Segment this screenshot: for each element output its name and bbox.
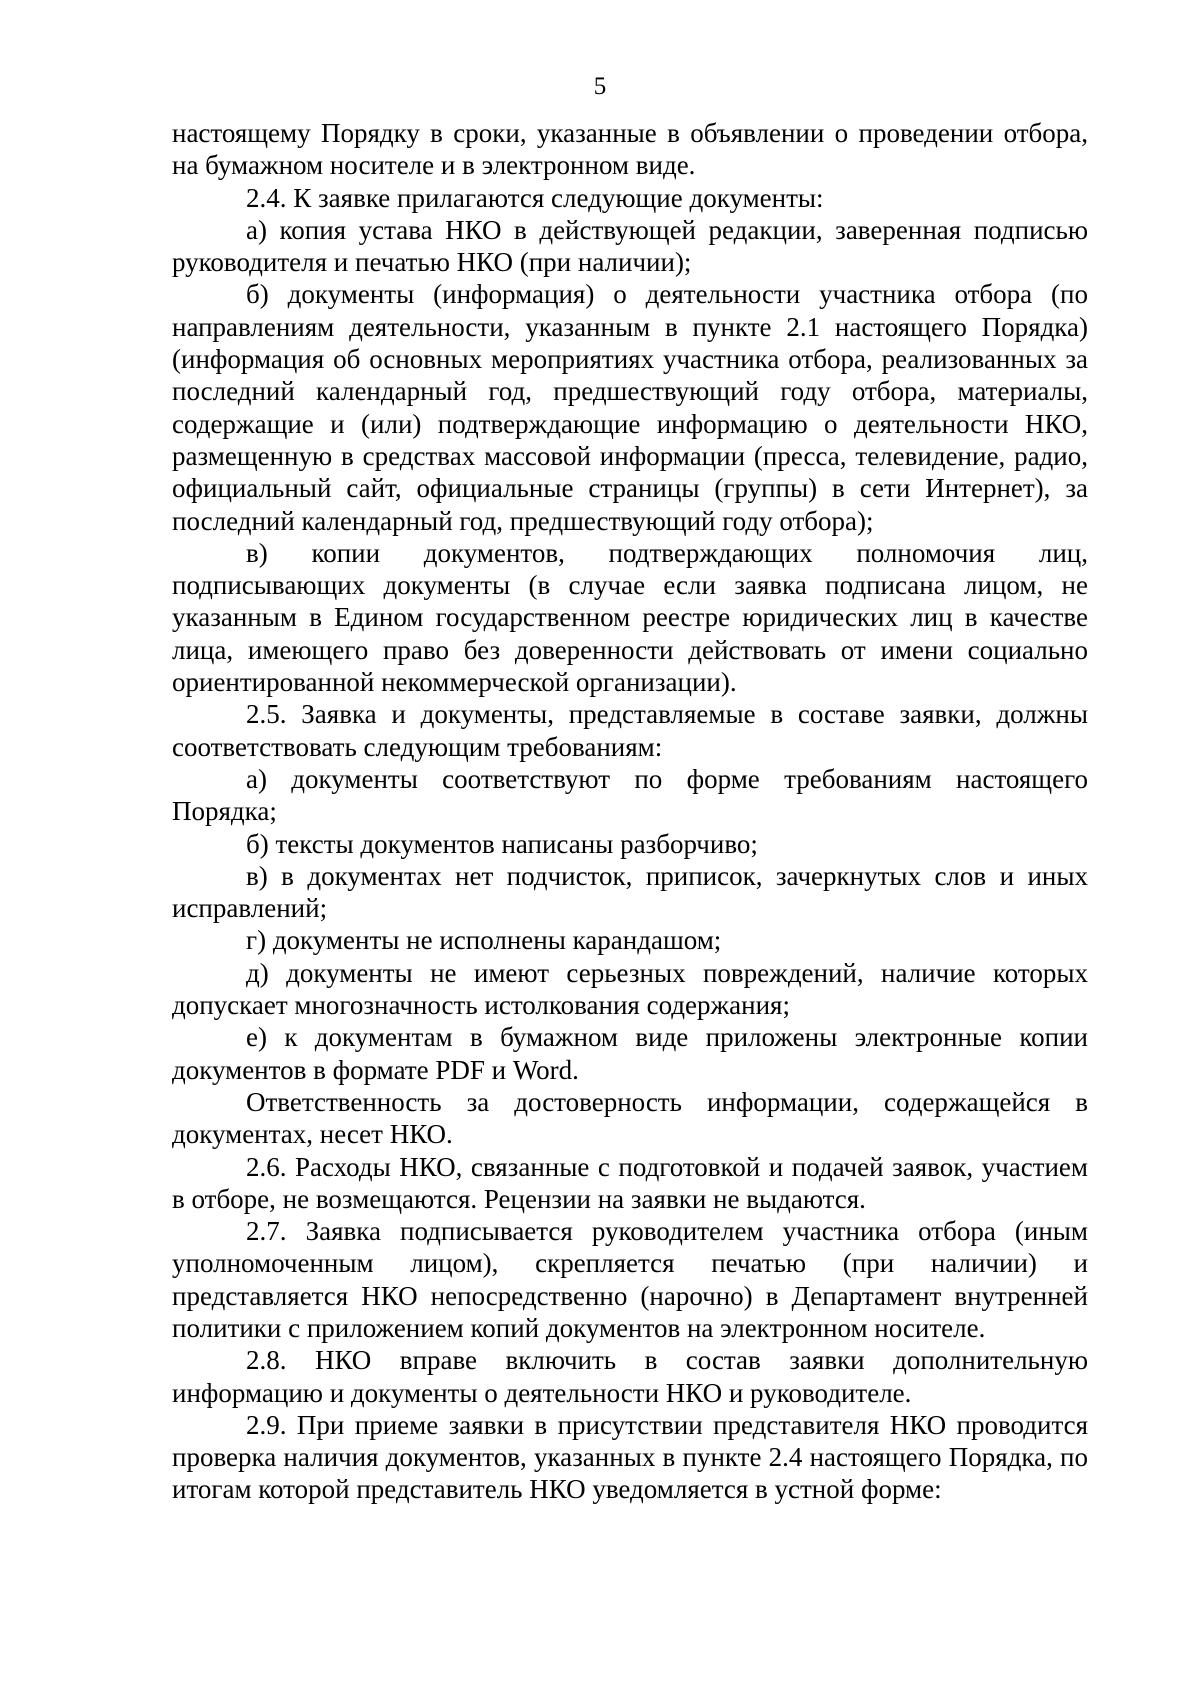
paragraph-2-4-b: б) документы (информация) о деятельности участника отбора (по направлениям деятельности, указанным в пункте 2.1 настоящего Порядка) (информация об основных мероприятиях участника отбора, реализованных за последний календарный год, предшествующий году отбора, материалы, содержащие и (или) подтверждающие информацию о деятельности НКО, размещенную в средствах массовой информации (пресса, телевидение, радио, официальный сайт, официальные страницы (группы) в сети Интернет), за последний календарный год, предшествующий году отбора); xyxy=(172,279,1088,536)
paragraph-2-8: 2.8. НКО вправе включить в состав заявки дополнительную информацию и документы о деятельности НКО и руководителе. xyxy=(172,1345,1088,1408)
paragraph-2-5-d: д) документы не имеют серьезных повреждений, наличие которых допускает многозначность истолкования содержания; xyxy=(172,957,1088,1021)
paragraph-2-4: 2.4. К заявке прилагаются следующие документы: xyxy=(246,182,824,213)
paragraph-2-4-v: в) копии документов, подтверждающих полномочия лиц, подписывающих документы (в случае если заявка подписана лицом, не указанным в Едином государственном реестре юридических лиц в качестве лица, имеющего право без доверенности действовать от имени социально ориентированной некоммерческой организации). xyxy=(172,537,1088,698)
paragraph-2-5-v: в) в документах нет подчисток, приписок, зачеркнутых слов и иных исправлений; xyxy=(172,860,1088,924)
page-number: 5 xyxy=(593,73,607,100)
paragraph-2-7: 2.7. Заявка подписывается руководителем участника отбора (иным уполномоченным лицом), скрепляется печатью (при наличии) и представляется НКО непосредственно (нарочно) в Департамент внутренней политики с приложением копий документов на электронном носителе. xyxy=(172,1216,1088,1343)
paragraph-2-5-a: а) документы соответствуют по форме требованиям настоящего Порядка; xyxy=(172,763,1088,827)
paragraph-2-4-a: а) копия устава НКО в действующей редакции, заверенная подписью руководителя и печатью НКО (при наличии); xyxy=(172,214,1088,278)
paragraph-2-6: 2.6. Расходы НКО, связанные с подготовкой и подачей заявок, участием в отборе, не возмещаются. Рецензии на заявки не выдаются. xyxy=(172,1151,1088,1214)
paragraph-responsibility: Ответственность за достоверность информации, содержащейся в документах, несет НКО. xyxy=(172,1086,1088,1150)
paragraph-2-5-e: е) к документам в бумажном виде приложены электронные копии документов в формате PDF и Word. xyxy=(172,1022,1088,1085)
paragraph-2-5: 2.5. Заявка и документы, представляемые в составе заявки, должны соответствовать следующим требованиям: xyxy=(172,699,1088,762)
document-body xyxy=(172,117,1088,1506)
paragraph-continuation: настоящему Порядку в сроки, указанные в объявлении о проведении отбора, на бумажном носителе и в электронном виде. xyxy=(172,118,1088,181)
paragraph-2-5-g: г) документы не исполнены карандашом; xyxy=(246,925,722,956)
paragraph-2-5-b: б) тексты документов написаны разборчиво; xyxy=(246,828,758,859)
paragraph-2-9: 2.9. При приеме заявки в присутствии представителя НКО проводится проверка наличия документов, указанных в пункте 2.4 настоящего Порядка, по итогам которой представитель НКО уведомляется в устной форме: xyxy=(172,1409,1088,1505)
